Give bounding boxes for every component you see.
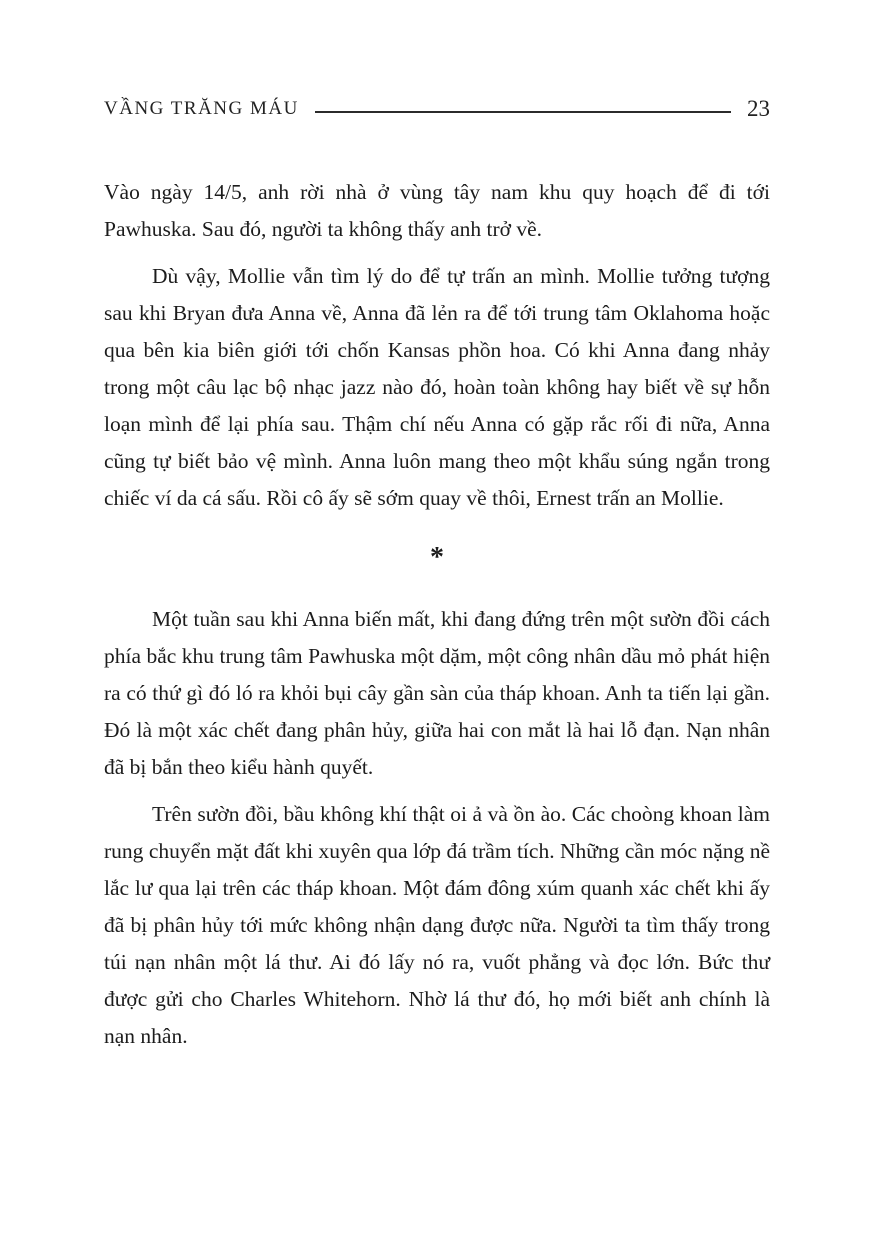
paragraph: Dù vậy, Mollie vẫn tìm lý do để tự trấn an mình. Mollie tưởng tượng sau khi Bryan đưa Anna về, Anna đã lẻn ra để tới trung tâm Oklahoma hoặc qua bên kia biên giới tới chốn Kansas phồn hoa. Có khi Anna đang nhảy trong một câu lạc bộ nhạc jazz nào đó, hoàn toàn không hay biết về sự hỗn loạn mình để lại phía sau. Thậm chí nếu Anna có gặp rắc rối đi nữa, Anna cũng tự biết bảo vệ mình. Anna luôn mang theo một khẩu súng ngắn trong chiếc ví da cá sấu. Rồi cô ấy sẽ sớm quay về thôi, Ernest trấn an Mollie.: [104, 264, 770, 510]
page-number: 23: [747, 96, 770, 121]
header-rule: [315, 111, 731, 113]
paragraph: Vào ngày 14/5, anh rời nhà ở vùng tây nam khu quy hoạch để đi tới Pawhuska. Sau đó, người ta không thấy anh trở về.: [104, 180, 770, 241]
paragraph: Trên sườn đồi, bầu không khí thật oi ả và ồn ào. Các choòng khoan làm rung chuyển mặt đất khi xuyên qua lớp đá trầm tích. Những cần móc nặng nề lắc lư qua lại trên các tháp khoan. Một đám đông xúm quanh xác chết khi ấy đã bị phân hủy tới mức không nhận dạng được nữa. Người ta tìm thấy trong túi nạn nhân một lá thư. Ai đó lấy nó ra, vuốt phẳng và đọc lớn. Bức thư được gửi cho Charles Whitehorn. Nhờ lá thư đó, họ mới biết anh chính là nạn nhân.: [104, 802, 770, 1048]
paragraph: Một tuần sau khi Anna biến mất, khi đang đứng trên một sườn đồi cách phía bắc khu trung tâm Pawhuska một dặm, một công nhân dầu mỏ phát hiện ra có thứ gì đó ló ra khỏi bụi cây gần sàn của tháp khoan. Anh ta tiến lại gần. Đó là một xác chết đang phân hủy, giữa hai con mắt là hai lỗ đạn. Nạn nhân đã bị bắn theo kiểu hành quyết.: [104, 607, 770, 779]
page-body: [104, 174, 770, 1055]
page-header: [104, 94, 770, 124]
running-title: VẦNG TRĂNG MÁU: [104, 98, 299, 119]
section-separator: *: [430, 542, 444, 573]
